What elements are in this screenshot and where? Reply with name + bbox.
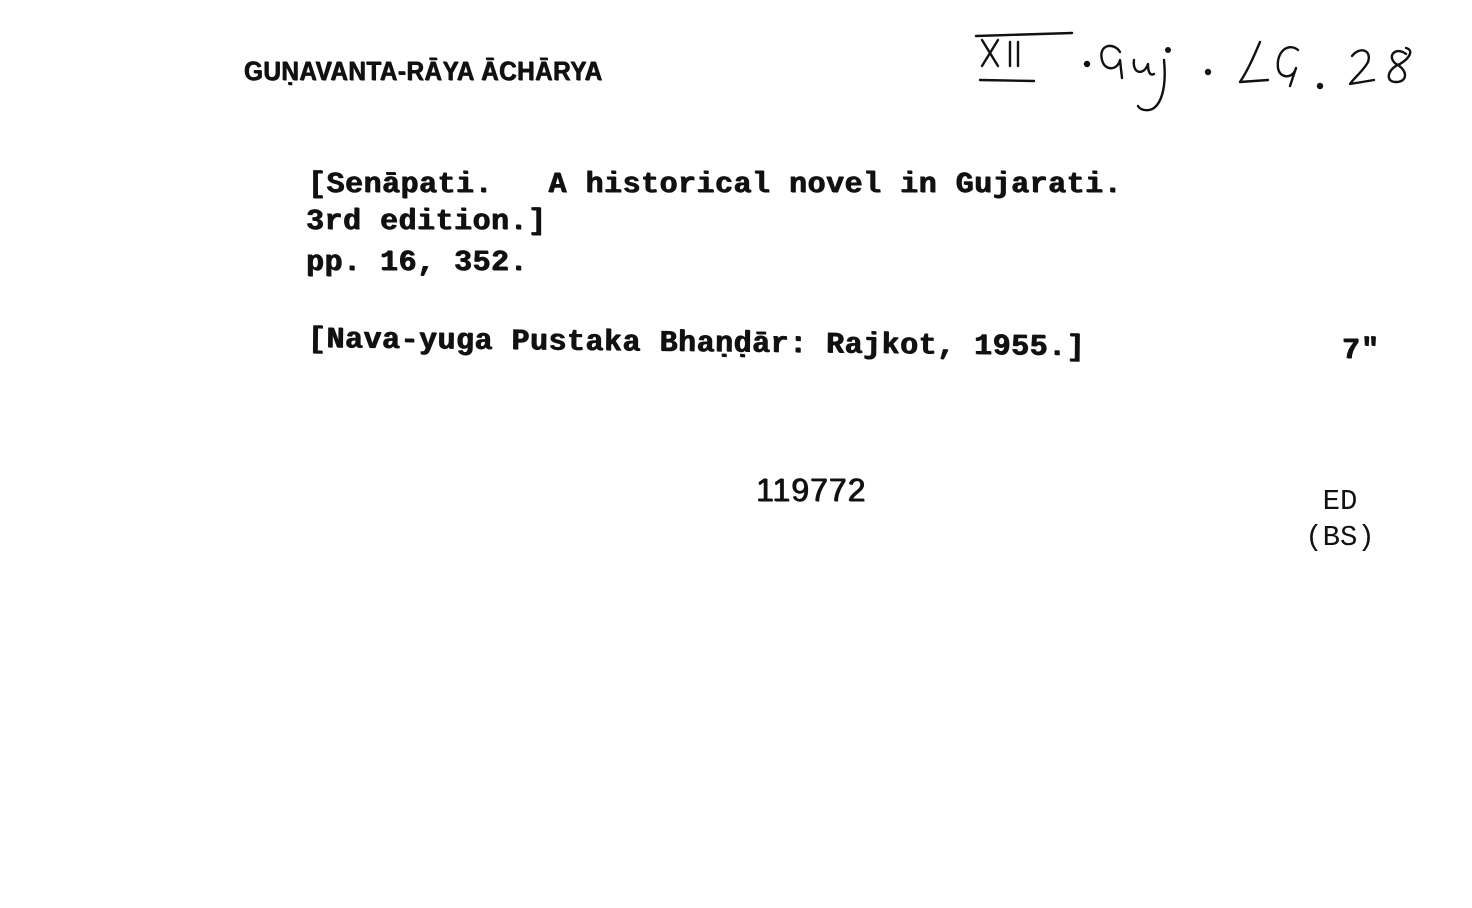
stamp-line-2: (BS) xyxy=(1305,521,1375,554)
author-heading: GUṆAVANTA-RĀYA ĀCHĀRYA xyxy=(244,56,603,86)
stamp-line-1: ED xyxy=(1322,485,1358,518)
title-line-2: 3rd edition.] xyxy=(306,205,547,239)
size-note: 7" xyxy=(1342,334,1381,368)
accession-number: 119772 xyxy=(756,472,867,508)
pagination: pp. 16, 352. xyxy=(306,246,529,280)
imprint: [Nava-yuga Pustaka Bhaṇḍār: Rajkot, 1955.] xyxy=(307,323,1086,366)
handwritten-shelfmark xyxy=(968,20,1438,120)
title-line-1: [Senāpati. A historical novel in Gujarati. xyxy=(308,168,1123,202)
cataloguer-stamp xyxy=(1292,484,1388,556)
